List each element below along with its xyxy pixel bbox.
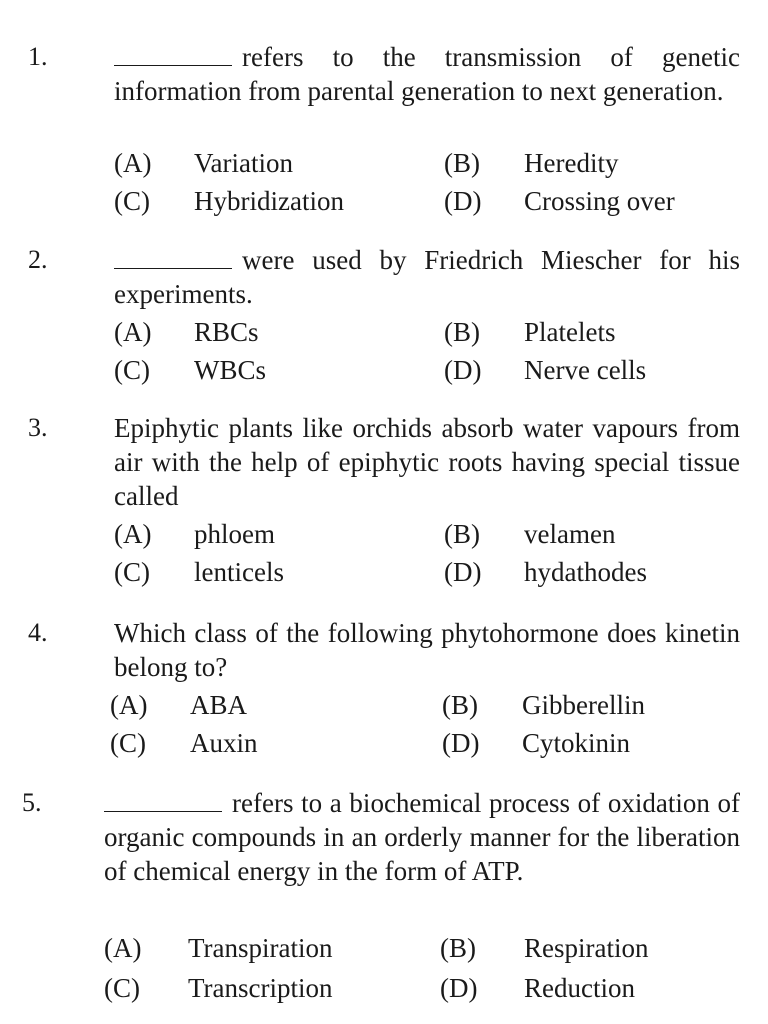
option-letter: (B) [444, 317, 480, 347]
option-letter: (D) [444, 355, 482, 385]
question-number: 5. [22, 788, 42, 817]
option-letter: (A) [114, 317, 152, 347]
stem-text: Which class of the following phytohormone does kinetin belong to? [114, 618, 740, 682]
option-letter: (D) [442, 728, 480, 758]
option-letter: (D) [444, 186, 482, 216]
question-stem [114, 40, 740, 108]
stem-text: were used by Friedrich Miescher for his experiments. [114, 245, 740, 309]
option-text: Cytokinin [522, 728, 631, 758]
option-letter: (A) [104, 933, 142, 963]
question-stem [104, 786, 740, 888]
option-letter: (C) [114, 355, 150, 385]
option-text: RBCs [194, 317, 259, 347]
option-text: lenticels [194, 557, 284, 587]
option-letter: (B) [440, 933, 476, 963]
option-text: hydathodes [524, 557, 647, 587]
question-number: 3. [28, 413, 48, 442]
option-text: Transpiration [188, 933, 333, 963]
option-text: Crossing over [524, 186, 675, 216]
option-text: WBCs [194, 355, 267, 385]
option-text: Variation [194, 148, 293, 178]
stem-text: Epiphytic plants like orchids absorb water vapours from air with the help of epiphytic roots having special tissue called [114, 413, 740, 511]
option-letter: (B) [444, 148, 480, 178]
option-letter: (C) [114, 186, 150, 216]
option-text: Respiration [524, 933, 649, 963]
option-letter: (B) [442, 690, 478, 720]
question-number: 2. [28, 245, 48, 274]
question-number: 1. [28, 42, 48, 71]
option-letter: (D) [440, 973, 478, 1003]
option-text: Reduction [524, 973, 635, 1003]
option-letter: (A) [110, 690, 148, 720]
option-text: Nerve cells [524, 355, 647, 385]
option-text: Gibberellin [522, 690, 645, 720]
question-number: 4. [28, 618, 48, 647]
option-text: Heredity [524, 148, 619, 178]
stem-text: refers to the transmission of genetic information from parental generation to next generation. [114, 42, 740, 106]
question-stem [114, 411, 740, 513]
option-text: Hybridization [194, 186, 344, 216]
answer-blank [104, 789, 222, 812]
answer-blank [114, 246, 232, 269]
option-letter: (D) [444, 557, 482, 587]
option-letter: (A) [114, 519, 152, 549]
option-letter: (C) [104, 973, 140, 1003]
option-text: Auxin [190, 728, 258, 758]
stem-text: refers to a biochemical process of oxidation of organic compounds in an orderly manner for the liberation of chemical energy in the form of ATP. [104, 788, 740, 886]
option-text: Platelets [524, 317, 616, 347]
option-letter: (B) [444, 519, 480, 549]
question-stem [114, 243, 740, 311]
option-text: ABA [190, 690, 248, 720]
option-text: Transcription [188, 973, 333, 1003]
option-letter: (A) [114, 148, 152, 178]
option-letter: (C) [114, 557, 150, 587]
option-text: phloem [194, 519, 275, 549]
answer-blank [114, 43, 232, 66]
option-text: velamen [524, 519, 616, 549]
question-stem [114, 616, 740, 684]
option-letter: (C) [110, 728, 146, 758]
